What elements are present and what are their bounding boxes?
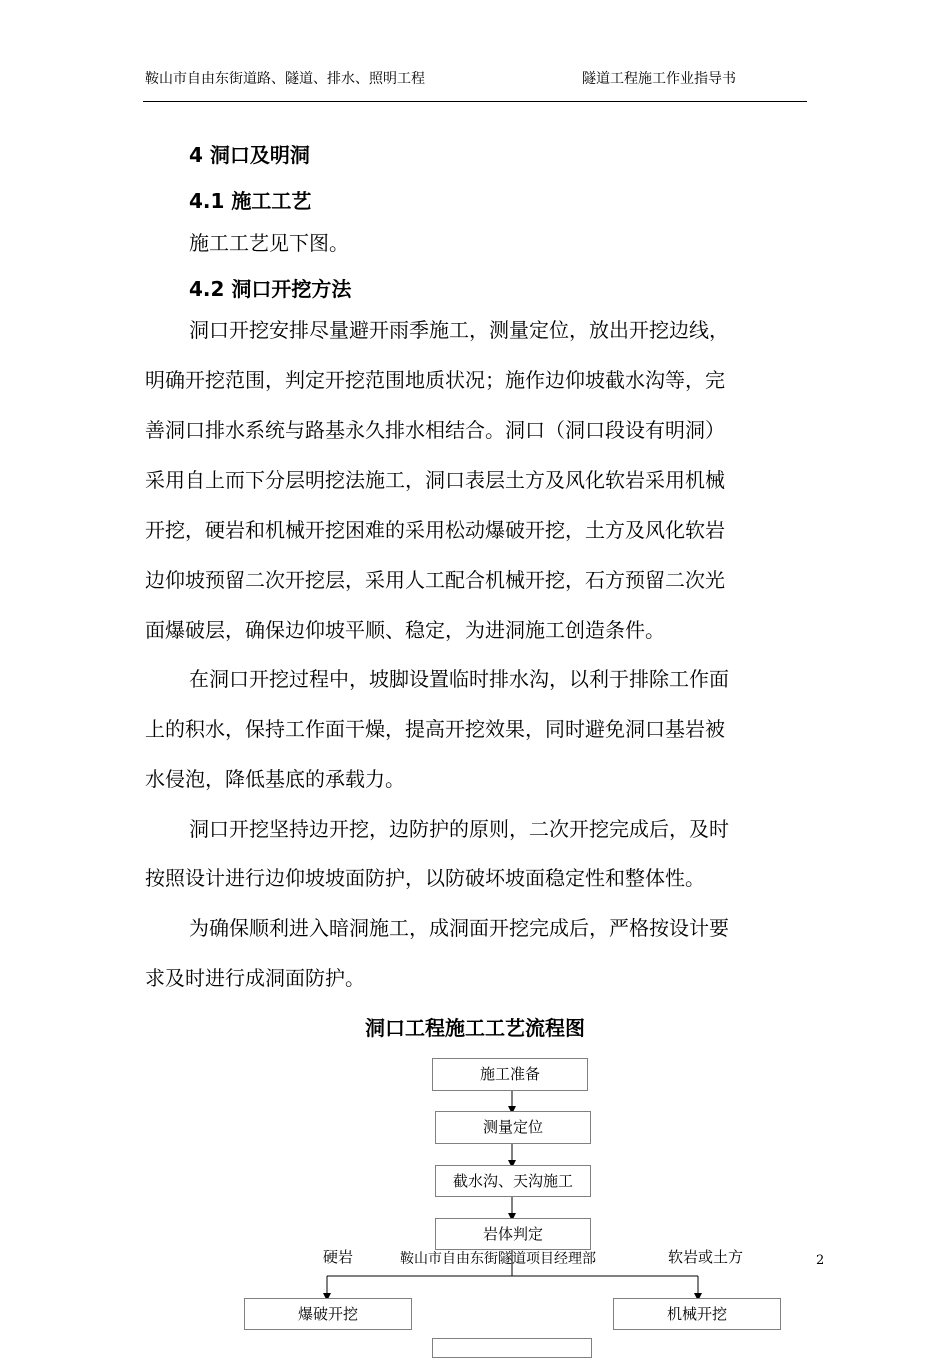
header-project-title: 鞍山市自由东街道路、隧道、排水、照明工程 <box>145 71 425 87</box>
paragraph-line: 开挖，硬岩和机械开挖困难的采用松动爆破开挖，土方及风化软岩 <box>145 518 725 542</box>
flow-step-survey: 测量定位 <box>435 1111 591 1144</box>
paragraph-line: 善洞口排水系统与路基永久排水相结合。洞口（洞口段设有明洞） <box>145 418 725 442</box>
paragraph-line: 面爆破层，确保边仰坡平顺、稳定，为进洞施工创造条件。 <box>145 618 665 642</box>
flow-step-mechanical: 机械开挖 <box>613 1298 781 1330</box>
paragraph-line: 为确保顺利进入暗洞施工，成洞面开挖完成后，严格按设计要 <box>189 916 729 940</box>
heading-section-4-1: 4.1 施工工艺 <box>189 189 312 213</box>
heading-section-4-2: 4.2 洞口开挖方法 <box>189 277 352 301</box>
flow-step-drainage: 截水沟、天沟施工 <box>435 1165 591 1197</box>
paragraph-line: 洞口开挖坚持边开挖，边防护的原则，二次开挖完成后，及时 <box>189 817 729 841</box>
flow-step-blasting: 爆破开挖 <box>244 1298 412 1330</box>
paragraph-line: 明确开挖范围，判定开挖范围地质状况；施作边仰坡截水沟等，完 <box>145 368 725 392</box>
paragraph-line: 求及时进行成洞面防护。 <box>145 966 365 990</box>
heading-section-4: 4 洞口及明洞 <box>189 143 310 167</box>
paragraph-4-1: 施工工艺见下图。 <box>189 231 349 255</box>
paragraph-line: 边仰坡预留二次开挖层，采用人工配合机械开挖，石方预留二次光 <box>145 568 725 592</box>
flow-step-preparation: 施工准备 <box>432 1058 588 1091</box>
flow-step-next-partial <box>432 1338 592 1358</box>
page-number: 2 <box>816 1253 825 1268</box>
paragraph-line: 水侵泡，降低基底的承载力。 <box>145 767 405 791</box>
paragraph-line: 在洞口开挖过程中，坡脚设置临时排水沟，以利于排除工作面 <box>189 667 729 691</box>
paragraph-line: 按照设计进行边仰坡坡面防护，以防破坏坡面稳定性和整体性。 <box>145 866 705 890</box>
branch-label-hard-rock: 硬岩 <box>323 1248 354 1266</box>
flowchart-title: 洞口工程施工工艺流程图 <box>365 1016 585 1040</box>
branch-label-soft-rock: 软岩或土方 <box>668 1248 744 1266</box>
header-document-title: 隧道工程施工作业指导书 <box>582 71 736 87</box>
flow-step-rock-assessment: 岩体判定 <box>435 1218 591 1250</box>
footer-organization: 鞍山市自由东街隧道项目经理部 <box>400 1251 596 1267</box>
paragraph-line: 采用自上而下分层明挖法施工，洞口表层土方及风化软岩采用机械 <box>145 468 725 492</box>
paragraph-line: 洞口开挖安排尽量避开雨季施工，测量定位，放出开挖边线， <box>189 318 729 342</box>
paragraph-line: 上的积水，保持工作面干燥，提高开挖效果，同时避免洞口基岩被 <box>145 717 725 741</box>
